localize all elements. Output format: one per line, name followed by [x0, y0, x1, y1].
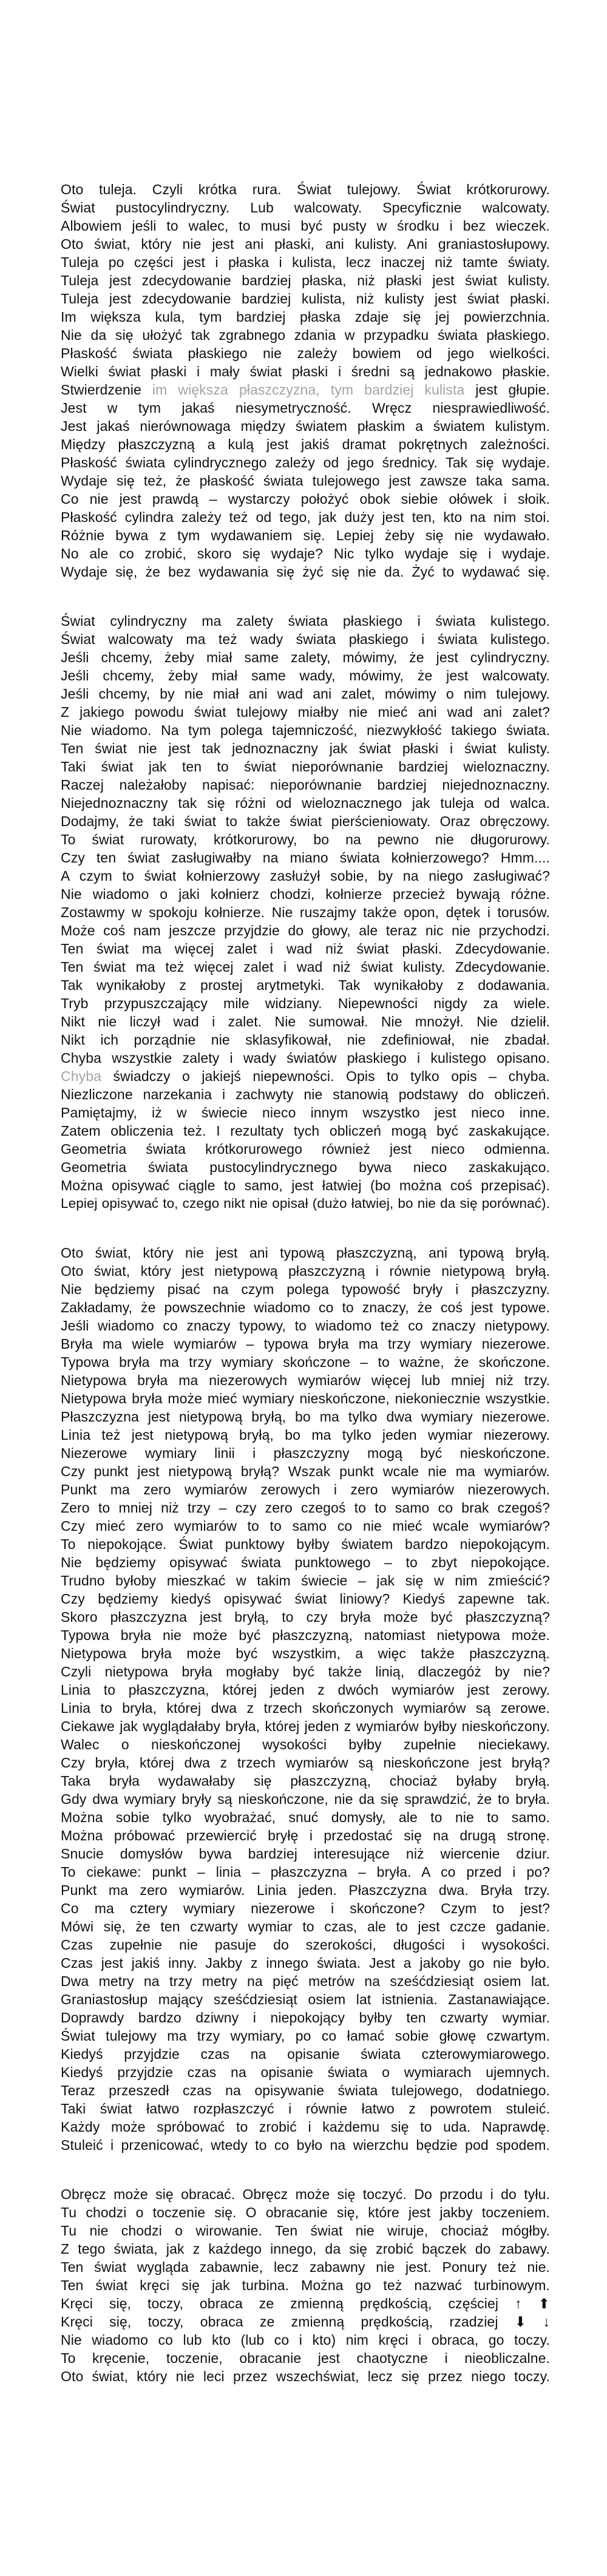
text-line — [61, 1517, 550, 1535]
text-segment: Jest jakaś nierównowaga między światem płaskim a światem kulistym. — [61, 418, 550, 434]
text-line — [61, 849, 550, 867]
text-segment: Linia też jest nietypową bryłą, bo ma tylko jeden wymiar niezerowy. — [61, 1427, 550, 1443]
text-line — [61, 1353, 550, 1371]
text-segment: To ciekawe: punkt – linia – płaszczyzna – bryła. A co przed i po? — [61, 1864, 550, 1880]
text-segment: Wydaje się też, że płaskość świata tulejowego jest zawsze taka sama. — [61, 473, 550, 489]
text-line — [61, 217, 550, 235]
text-line — [61, 2081, 550, 2100]
text-segment: Różnie bywa z tym wydawaniem się. Lepiej żeby się nie wydawało. — [61, 527, 550, 543]
text-line — [61, 685, 550, 703]
text-segment: Czy bryła, której dwa z trzech wymiarów są nieskończone jest bryłą? — [61, 1755, 550, 1771]
text-segment: Płaskość cylindra zależy też od tego, jak duży jest ten, kto na nim stoi. — [61, 509, 550, 525]
text-line — [61, 2294, 550, 2313]
text-segment: Nietypowa bryła ma niezerowych wymiarów więcej lub mniej niż trzy. — [61, 1372, 550, 1388]
text-segment: Można próbować przewiercić bryłę i przedostać się na drugą stronę. — [61, 1828, 550, 1843]
text-line — [61, 1735, 550, 1754]
text-segment: Płaskość świata cylindrycznego zależy od jego średnicy. Tak się wydaje. — [61, 455, 550, 470]
text-segment: Im większa kula, tym bardziej płaska zdaje się jej powierzchnia. — [61, 309, 550, 325]
text-segment: To świat rurowaty, krótkorurowy, bo na pewno nie długorurowy. — [61, 832, 550, 847]
text-segment: Niezerowe wymiary linii i płaszczyzny mogą być nieskończone. — [61, 1445, 550, 1461]
text-segment: Świat walcowaty ma też wady świata płaskiego i świata kulistego. — [61, 631, 550, 647]
text-line — [61, 1012, 550, 1031]
text-line — [61, 758, 550, 776]
text-line — [61, 1244, 550, 1262]
text-line — [61, 2313, 550, 2331]
text-segment: Pamiętajmy, iż w świecie nieco innym wszystko jest nieco inne. — [61, 1105, 550, 1120]
text-line — [61, 417, 550, 435]
text-segment: Punkt ma zero wymiarów. Linia jeden. Płaszczyzna dwa. Bryła trzy. — [61, 1882, 550, 1898]
text-segment: Chyba wszystkie zalety i wady światów płaskiego i kulistego opisano. — [61, 1050, 550, 1066]
text-segment: Tak wynikałoby z prostej arytmetyki. Tak wynikałoby z dodawania. — [61, 977, 550, 993]
text-segment: Kręci się, toczy, obraca ze zmienną prędkością, rzadziej — [61, 2314, 515, 2330]
text-segment: Nie wiadomo o jaki kołnierz chodzi, kołnierze przecież bywają różne. — [61, 886, 550, 902]
document-body — [61, 180, 550, 2385]
text-line — [61, 1085, 550, 1103]
text-line — [61, 453, 550, 472]
text-line — [61, 903, 550, 921]
text-line — [61, 776, 550, 794]
text-segment: Lepiej opisywać to, czego nikt nie opisał (dużo łatwiej, bo nie da się porównać). — [61, 1196, 550, 1211]
text-segment: Kiedyś przyjdzie czas na opisanie świata o wymiarach ujemnych. — [61, 2064, 550, 2080]
text-segment: Ciekawe jak wyglądałaby bryła, której jeden z wymiarów byłby nieskończony. — [61, 1718, 550, 1734]
text-segment: Punkt ma zero wymiarów zerowych i zero wymiarów niezerowych. — [61, 1482, 550, 1497]
text-segment: Tuleja jest zdecydowanie bardziej płaska, niż płaski jest świat kulisty. — [61, 273, 550, 288]
text-segment: Jeśli chcemy, żeby miał same zalety, mówimy, że jest cylindryczny. — [61, 649, 550, 665]
text-line — [61, 1917, 550, 1936]
text-segment: Jest w tym jakaś niesymetryczność. Wręcz niesprawiedliwość. — [61, 400, 550, 416]
text-line — [61, 1031, 550, 1049]
text-line — [61, 508, 550, 526]
text-segment — [526, 2314, 543, 2330]
text-segment: Czas jest jakiś inny. Jakby z innego świata. Jest a jakoby go nie było. — [61, 1955, 550, 1971]
text-segment: im większa płaszczyzna, tym bardziej kulista — [152, 382, 465, 398]
text-segment: Snucie domysłów bywa bardziej interesujące niż wiercenie dziur. — [61, 1846, 550, 1862]
paragraph — [61, 180, 550, 581]
text-line — [61, 1262, 550, 1280]
text-segment: Nie wiadomo co lub kto (lub co i kto) nim kręci i obraca, go toczy. — [61, 2332, 550, 2348]
text-segment: Płaskość świata płaskiego nie zależy bowiem od jego wielkości. — [61, 345, 550, 361]
text-line — [61, 630, 550, 648]
text-line — [61, 830, 550, 849]
text-line — [61, 1790, 550, 1808]
text-line — [61, 1195, 550, 1213]
text-line — [61, 2185, 550, 2203]
text-line — [61, 1754, 550, 1772]
text-line — [61, 1480, 550, 1499]
text-line — [61, 1990, 550, 2008]
text-line — [61, 1644, 550, 1663]
text-line — [61, 2008, 550, 2027]
text-segment: To kręcenie, toczenie, obracanie jest chaotyczne i nieobliczalne. — [61, 2350, 550, 2366]
text-segment: Zostawmy w spokoju kołnierze. Nie ruszajmy także opon, dętek i torusów. — [61, 904, 550, 920]
text-segment: Raczej należałoby napisać: nieporównanie bardziej niejednoznaczny. — [61, 777, 550, 793]
text-segment: Wydaje się, że bez wydawania się żyć się nie da. Żyć to wydawać się. — [61, 564, 550, 580]
text-segment: Czy ten świat zasługiwałby na miano świata kołnierzowego? Hmm.... — [61, 850, 550, 866]
text-segment: Typowa bryła ma trzy wymiary skończone – to ważne, że skończone. — [61, 1354, 550, 1370]
text-line — [61, 1140, 550, 1158]
text-line — [61, 648, 550, 666]
text-segment: jest głupie. — [464, 382, 550, 398]
text-line — [61, 399, 550, 417]
text-line — [61, 976, 550, 994]
text-line — [61, 435, 550, 453]
text-segment: Tuleja jest zdecydowanie bardziej kulista, niż kulisty jest świat płaski. — [61, 291, 550, 307]
text-line — [61, 2136, 550, 2154]
text-segment: Stuleić i przenicować, wtedy to co było na wierzchu będzie pod spodem. — [61, 2137, 550, 2153]
text-segment: Między płaszczyzną a kulą jest jakiś dramat pokrętnych zależności. — [61, 436, 550, 452]
arrow-up-thin-icon: ↑ — [515, 2296, 522, 2311]
text-segment: Wielki świat płaski i mały świat płaski i średni są jednakowo płaskie. — [61, 364, 550, 379]
text-segment: Z tego świata, jak z każdego innego, da się zrobić bączek do zabawy. — [61, 2241, 550, 2257]
text-line — [61, 1462, 550, 1480]
text-line — [61, 940, 550, 958]
text-line — [61, 867, 550, 885]
text-segment: Niezliczone narzekania i zachwyty nie stanowią podstawy do obliczeń. — [61, 1086, 550, 1102]
text-line — [61, 1936, 550, 1954]
text-line — [61, 1553, 550, 1571]
text-segment: Czyli nietypowa bryła mogłaby być także linią, dlaczegóż by nie? — [61, 1664, 550, 1679]
arrow-down-thin-icon: ↓ — [543, 2314, 550, 2330]
text-segment: Świat cylindryczny ma zalety świata płaskiego i świata kulistego. — [61, 613, 550, 629]
text-line — [61, 1444, 550, 1462]
text-segment: Co ma cztery wymiary niezerowe i skończone? Czym to jest? — [61, 1900, 550, 1916]
text-line — [61, 2258, 550, 2276]
text-segment: Chyba — [61, 1068, 101, 1084]
text-segment: Oto tuleja. Czyli krótka rura. Świat tulejowy. Świat krótkorurowy. — [61, 181, 550, 197]
text-segment: Geometria świata krótkorurowego również jest nieco odmienna. — [61, 1141, 550, 1157]
text-line — [61, 1663, 550, 1681]
text-segment: Nietypowa bryła może mieć wymiary nieskończone, niekoniecznie wszystkie. — [61, 1391, 550, 1406]
text-line — [61, 1535, 550, 1553]
text-line — [61, 703, 550, 721]
text-line — [61, 1826, 550, 1845]
text-line — [61, 1335, 550, 1353]
text-segment: Graniastosłup mający sześćdziesiąt osiem lat istnienia. Zastanawiające. — [61, 1991, 550, 2007]
text-segment: Można sobie tylko wyobrażać, snuć domysły, ale to nie to samo. — [61, 1809, 550, 1825]
text-segment — [522, 2296, 538, 2311]
text-segment: Gdy dwa wymiary bryły są nieskończone, nie da się sprawdzić, że to bryła. — [61, 1791, 550, 1807]
text-segment: Tu chodzi o toczenie się. O obracanie się, które jest jakby toczeniem. — [61, 2205, 550, 2220]
text-line — [61, 381, 550, 399]
text-segment: Zakładamy, że powszechnie wiadomo co to znaczy, że coś jest typowe. — [61, 1300, 550, 1315]
text-segment: Stwierdzenie — [61, 382, 152, 398]
text-segment: Taki świat jak ten to świat nieporównanie bardziej wieloznaczny. — [61, 759, 550, 774]
text-segment: Nie będziemy pisać na czym polega typowość bryły i płaszczyzny. — [61, 1281, 550, 1297]
text-line — [61, 1717, 550, 1735]
text-line — [61, 721, 550, 739]
text-line — [61, 1881, 550, 1899]
text-line — [61, 812, 550, 830]
text-line — [61, 180, 550, 198]
text-segment: Albowiem jeśli to walec, to musi być pusty w środku i bez wieczek. — [61, 218, 550, 234]
text-segment: Świat pustocylindryczny. Lub walcowaty. Specyficznie walcowaty. — [61, 200, 550, 215]
text-line — [61, 344, 550, 362]
text-line — [61, 1899, 550, 1917]
text-line — [61, 1408, 550, 1426]
text-line — [61, 1158, 550, 1176]
text-line — [61, 235, 550, 253]
text-line — [61, 253, 550, 271]
text-line — [61, 794, 550, 812]
text-segment: Ten świat nie jest tak jednoznaczny jak świat płaski i świat kulisty. — [61, 741, 550, 756]
text-line — [61, 2349, 550, 2367]
text-segment: To niepokojące. Świat punktowy byłby światem bardzo niepokojącym. — [61, 1536, 550, 1552]
text-segment: Każdy może spróbować to zrobić i każdemu się to uda. Naprawdę. — [61, 2119, 550, 2135]
text-segment: Geometria świata pustocylindrycznego bywa nieco zaskakująco. — [61, 1159, 550, 1175]
text-segment: Dwa metry na trzy metry na pięć metrów na sześćdziesiąt osiem lat. — [61, 1973, 550, 1989]
arrow-down-heavy-icon: ⬇ — [514, 2314, 527, 2330]
text-line — [61, 612, 550, 630]
text-segment: świadczy o jakiejś niepewności. Opis to tylko opis – chyba. — [101, 1068, 550, 1084]
text-line — [61, 1389, 550, 1408]
text-segment: Nie będziemy opisywać świata punktowego – to zbyt niepokojące. — [61, 1554, 550, 1570]
text-segment: Skoro płaszczyzna jest bryłą, to czy bryła może być płaszczyzną? — [61, 1609, 550, 1625]
text-line — [61, 1067, 550, 1085]
text-line — [61, 271, 550, 290]
text-line — [61, 290, 550, 308]
text-segment: Nie wiadomo. Na tym polega tajemniczość, niezwykłość takiego świata. — [61, 722, 550, 738]
text-segment: Linia to bryła, której dwa z trzech skończonych wymiarów są zerowe. — [61, 1700, 550, 1716]
text-segment: Nikt ich porządnie nie sklasyfikował, nie zdefiniował, nie zbadał. — [61, 1032, 550, 1048]
text-segment: Kiedyś przyjdzie czas na opisanie świata czterowymiarowego. — [61, 2046, 550, 2062]
text-segment: Trudno byłoby mieszkać w takim świecie – jak się w nim zmieścić? — [61, 1573, 550, 1588]
text-segment: Zero to mniej niż trzy – czy zero czegoś to to samo co brak czegoś? — [61, 1500, 550, 1516]
text-segment: Taki świat łatwo rozpłaszczyć i równie łatwo z powrotem stuleić. — [61, 2101, 550, 2117]
paragraph — [61, 2185, 550, 2385]
text-segment: Jeśli wiadomo co znaczy typowy, to wiadomo też co znaczy nietypowy. — [61, 1318, 550, 1334]
text-segment: Czy będziemy kiedyś opisywać świat liniowy? Kiedyś zapewne tak. — [61, 1591, 550, 1607]
text-segment: Doprawdy bardzo dziwny i niepokojący byłby ten czwarty wymiar. — [61, 2010, 550, 2025]
text-line — [61, 2276, 550, 2294]
text-segment: Oto świat, który nie jest ani płaski, ani kulisty. Ani graniastosłupowy. — [61, 236, 550, 252]
text-segment: Niejednoznaczny tak się różni od wieloznacznego jak tuleja od walca. — [61, 795, 550, 811]
paragraph — [61, 612, 550, 1213]
text-segment: Ten świat ma też więcej zalet i wad niż świat kulisty. Zdecydowanie. — [61, 959, 550, 975]
text-line — [61, 958, 550, 976]
text-segment: Płaszczyzna jest nietypową bryłą, bo ma tylko dwa wymiary niezerowe. — [61, 1409, 550, 1425]
text-line — [61, 326, 550, 344]
text-segment: Zatem obliczenia też. I rezultaty tych obliczeń mogą być zaskakujące. — [61, 1123, 550, 1139]
text-segment: Nikt nie liczył wad i zalet. Nie sumował. Nie mnożył. Nie dzielił. — [61, 1014, 550, 1029]
text-line — [61, 666, 550, 685]
text-line — [61, 1954, 550, 1972]
text-line — [61, 198, 550, 217]
text-line — [61, 2045, 550, 2063]
text-segment: Typowa bryła nie może być płaszczyzną, natomiast nietypowa może. — [61, 1627, 550, 1643]
text-segment: Świat tulejowy ma trzy wymiary, po co łamać sobie głowę czwartym. — [61, 2028, 550, 2044]
text-line — [61, 2027, 550, 2045]
text-line — [61, 563, 550, 581]
text-segment: Walec o nieskończonej wysokości byłby zupełnie nieciekawy. — [61, 1737, 550, 1752]
text-line — [61, 308, 550, 326]
text-segment: A czym to świat kołnierzowy zasłużył sobie, by na niego zasługiwać? — [61, 868, 550, 884]
text-line — [61, 1499, 550, 1517]
text-segment: Obręcz może się obracać. Obręcz może się toczyć. Do przodu i do tyłu. — [61, 2186, 550, 2202]
text-segment: Bryła ma wiele wymiarów – typowa bryła ma trzy wymiary niezerowe. — [61, 1336, 550, 1352]
text-line — [61, 1808, 550, 1826]
text-segment: Nie da się ułożyć tak zgrabnego zdania w przypadku świata płaskiego. — [61, 327, 550, 343]
text-line — [61, 1176, 550, 1195]
text-line — [61, 994, 550, 1012]
text-line — [61, 1626, 550, 1644]
text-line — [61, 1103, 550, 1122]
text-line — [61, 1972, 550, 1990]
text-segment: Jeśli chcemy, by nie miał ani wad ani zalet, mówimy o nim tulejowy. — [61, 686, 550, 702]
text-segment: Jeśli chcemy, żeby miał same wady, mówimy, że jest walcowaty. — [61, 668, 550, 683]
text-line — [61, 1772, 550, 1790]
text-segment: Linia to płaszczyzna, której jeden z dwóch wymiarów jest zerowy. — [61, 1682, 550, 1698]
text-segment: Oto świat, który jest nietypową płaszczyzną i równie nietypową bryłą. — [61, 1263, 550, 1279]
text-segment: Ten świat ma więcej zalet i wad niż świat płaski. Zdecydowanie. — [61, 941, 550, 957]
text-line — [61, 1049, 550, 1067]
text-segment: Może coś nam jeszcze przyjdzie do głowy, ale teraz nic nie przychodzi. — [61, 923, 550, 938]
text-line — [61, 544, 550, 563]
text-line — [61, 1298, 550, 1317]
text-line — [61, 2240, 550, 2258]
text-line — [61, 1317, 550, 1335]
text-segment: No ale co zrobić, skoro się wydaje? Nic tylko wydaje się i wydaje. — [61, 546, 550, 561]
text-line — [61, 739, 550, 758]
text-segment: Tu nie chodzi o wirowanie. Ten świat nie wiruje, chociaż mógłby. — [61, 2223, 550, 2239]
text-line — [61, 1371, 550, 1389]
text-line — [61, 362, 550, 381]
text-line — [61, 2118, 550, 2136]
text-line — [61, 2203, 550, 2222]
text-segment: Ten świat kręci się jak turbina. Można go też nazwać turbinowym. — [61, 2277, 550, 2293]
text-line — [61, 1681, 550, 1699]
text-line — [61, 1426, 550, 1444]
arrow-up-heavy-icon: ⬆ — [538, 2296, 550, 2311]
text-line — [61, 1863, 550, 1881]
text-segment: Kręci się, toczy, obraca ze zmienną prędkością, częściej — [61, 2296, 515, 2311]
text-line — [61, 885, 550, 903]
text-segment: Czy punkt jest nietypową bryłą? Wszak punkt wcale nie ma wymiarów. — [61, 1463, 550, 1479]
text-line — [61, 1608, 550, 1626]
text-line — [61, 1845, 550, 1863]
text-segment: Dodajmy, że taki świat to także świat pierścieniowaty. Oraz obręczowy. — [61, 813, 550, 829]
text-line — [61, 526, 550, 544]
text-line — [61, 1122, 550, 1140]
text-segment: Nietypowa bryła może być wszystkim, a więc także płaszczyzną. — [61, 1646, 550, 1661]
text-segment: Teraz przeszedł czas na opisywanie świata tulejowego, dodatniego. — [61, 2083, 550, 2098]
text-line — [61, 2367, 550, 2385]
text-line — [61, 490, 550, 508]
text-segment: Taka bryła wydawałaby się płaszczyzną, chociaż byłaby bryłą. — [61, 1773, 550, 1789]
text-line — [61, 2222, 550, 2240]
text-line — [61, 1280, 550, 1298]
text-line — [61, 2331, 550, 2349]
text-segment: Oto świat, który nie leci przez wszechświat, lecz się przez niego toczy. — [61, 2368, 550, 2384]
text-segment: Można opisywać ciągle to samo, jest łatwiej (bo można coś przepisać). — [61, 1178, 550, 1193]
text-segment: Mówi się, że ten czwarty wymiar to czas, ale to jest czcze gadanie. — [61, 1919, 550, 1934]
text-segment: Oto świat, który nie jest ani typową płaszczyzną, ani typową bryłą. — [61, 1245, 550, 1261]
text-segment: Z jakiego powodu świat tulejowy miałby nie mieć ani wad ani zalet? — [61, 704, 550, 720]
text-line — [61, 2063, 550, 2081]
text-segment: Co nie jest prawdą – wystarczy położyć obok siebie ołówek i słoik. — [61, 491, 550, 507]
text-line — [61, 2100, 550, 2118]
text-line — [61, 921, 550, 940]
text-line — [61, 472, 550, 490]
text-segment: Ten świat wygląda zabawnie, lecz zabawny nie jest. Ponury też nie. — [61, 2259, 550, 2275]
paragraph — [61, 1244, 550, 2154]
text-segment: Tryb przypuszczający mile widziany. Niepewności nigdy za wiele. — [61, 995, 550, 1011]
text-line — [61, 1699, 550, 1717]
text-line — [61, 1590, 550, 1608]
text-segment: Czas zupełnie nie pasuje do szerokości, długości i wysokości. — [61, 1937, 550, 1953]
text-line — [61, 1571, 550, 1590]
text-segment: Czy mieć zero wymiarów to to samo co nie mieć wcale wymiarów? — [61, 1518, 550, 1534]
text-segment: Tuleja po części jest i płaska i kulista, lecz inaczej niż tamte światy. — [61, 254, 550, 270]
